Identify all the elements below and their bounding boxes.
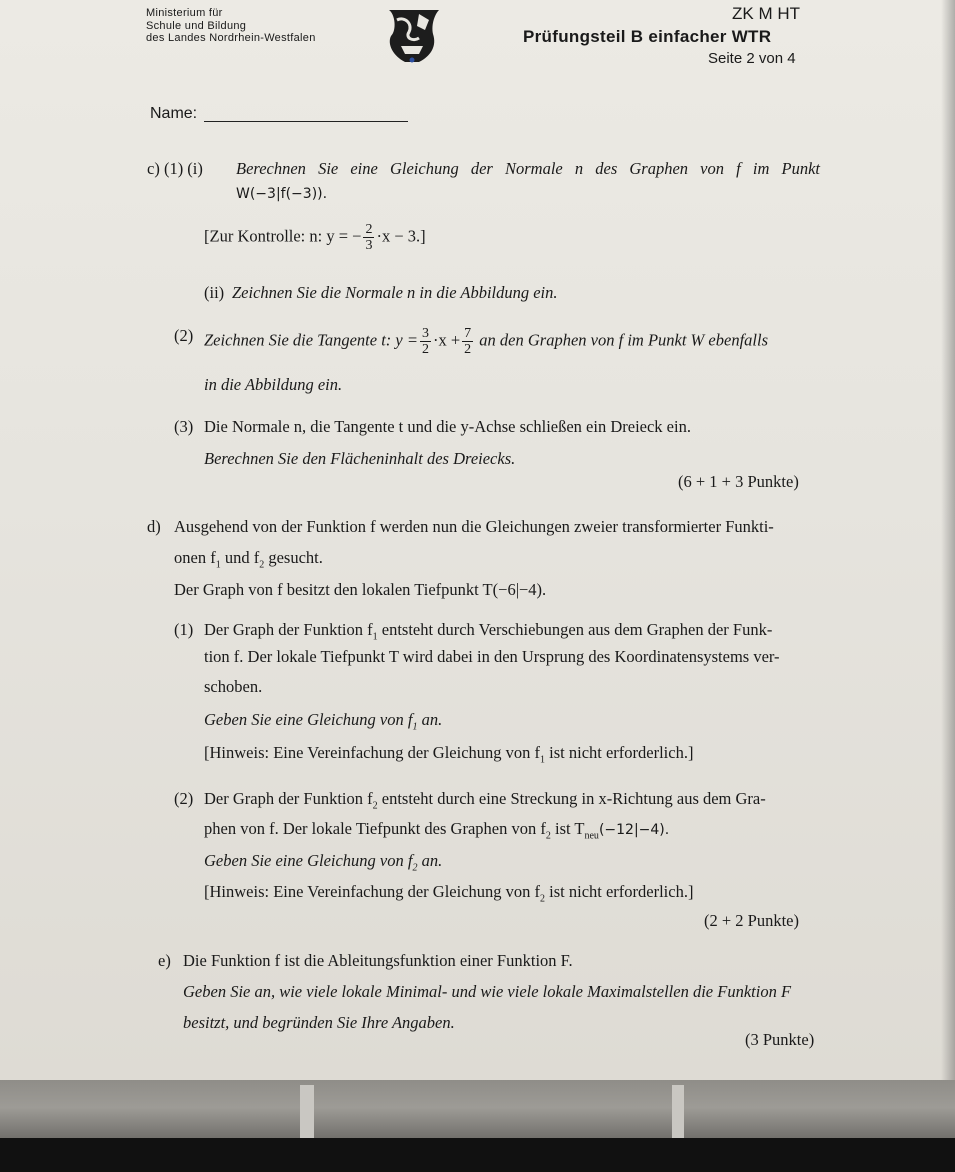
task-d-line2 (174, 548, 323, 570)
d1-task-b: an. (417, 710, 443, 729)
task-d-points: (2 + 2 Punkte) (704, 911, 800, 930)
d1-line1-a: Der Graph der Funktion f (204, 620, 373, 639)
d1-hint-a: [Hinweis: Eine Vereinfachung der Gleichung von f (204, 743, 541, 762)
task-e-points: (3 Punkte) (745, 1030, 815, 1049)
d1-task-a: Geben Sie eine Gleichung von f (204, 710, 413, 729)
nrw-coat-of-arms-icon (383, 6, 441, 64)
tangent-suffix: an den Graphen von f im Punkt W ebenfalls (479, 330, 768, 350)
task-d-line1: Ausgehend von der Funktion f werden nun die Gleichungen zweier transformierter Funkti- (174, 517, 774, 536)
name-label: Name: (150, 105, 198, 122)
d1-hint-b: ist nicht erforderlich.] (545, 743, 694, 762)
tangent-prefix: Zeichnen Sie die Tangente t: y = (204, 330, 418, 350)
ministry-line2: Schule und Bildung (146, 20, 247, 32)
task-d-1-line3: schoben. (204, 677, 263, 696)
task-d-line3: Der Graph von f besitzt den lokalen Tiefpunkt T(−6|−4). (174, 580, 547, 599)
exam-code: ZK M HT (732, 4, 800, 23)
d2-hint-sub: 2 (540, 893, 546, 905)
tangent-mid: ·x + (432, 330, 461, 350)
control-fraction (363, 222, 374, 253)
d2-line2-b: ist T (550, 819, 585, 838)
task-d-1-label: (1) (174, 620, 194, 639)
tangent-fraction2 (462, 326, 473, 357)
task-e-line3: besitzt, und begründen Sie Ihre Angaben. (183, 1013, 455, 1032)
tangent-num1: 3 (421, 326, 429, 341)
task-c-2-label: (2) (174, 326, 194, 345)
d2-hint-a: [Hinweis: Eine Vereinfachung der Gleichung von f (204, 882, 541, 901)
d-line2-b: und f (220, 548, 260, 567)
task-e-line2: Geben Sie an, wie viele lokale Minimal- und wie viele lokale Maximalstellen die Funktion F (183, 982, 792, 1001)
task-c-3-label: (3) (174, 417, 194, 436)
d2-line1-b: entsteht durch eine Streckung in x-Richtung aus dem Gra- (377, 789, 766, 808)
desk-dark-edge (0, 1138, 955, 1172)
d2-line2-sub: 2 (545, 830, 551, 842)
control-den: 3 (365, 238, 373, 253)
task-c-label: c) (1) (i) (147, 159, 203, 178)
ministry-line3: des Landes Nordrhein-Westfalen (146, 32, 316, 44)
d-line2-sub2: 2 (259, 559, 265, 571)
d-line2-sub1: 1 (215, 559, 221, 571)
task-c-ii-text: Zeichnen Sie die Normale n in die Abbildung ein. (232, 283, 558, 302)
task-d-2-task (204, 851, 442, 873)
d2-line2-c: (−12|−4). (598, 822, 670, 838)
tangent-fraction1 (420, 326, 431, 357)
control-num: 2 (365, 222, 373, 237)
task-c-3-line1: Die Normale n, die Tangente t und die y-Achse schließen ein Dreieck ein. (204, 417, 691, 436)
d2-line2-a: phen von f. Der lokale Tiefpunkt des Graphen von f (204, 819, 546, 838)
task-c-3-line2: Berechnen Sie den Flächeninhalt des Dreiecks. (204, 449, 516, 468)
page-edge-shadow (941, 0, 955, 1080)
task-c-2-line1 (204, 326, 768, 357)
d2-task-a: Geben Sie eine Gleichung von f (204, 851, 413, 870)
task-d-1-hint (204, 743, 693, 765)
task-c-control (204, 222, 426, 253)
task-d-2-line2 (204, 819, 669, 841)
tangent-den2: 2 (464, 342, 472, 357)
tangent-num2: 7 (464, 326, 472, 341)
task-c-text: Berechnen Sie eine Gleichung der Normale n des Graphen von f im Punkt (236, 159, 820, 178)
page-info: Seite 2 von 4 (708, 50, 796, 67)
ministry-line1: Ministerium für (146, 7, 223, 19)
d1-line1-b: entsteht durch Verschiebungen aus dem Graphen der Funk- (377, 620, 773, 639)
d2-line1-sub: 2 (372, 800, 378, 812)
desk-strip-left (300, 1085, 314, 1140)
d1-task-sub: 1 (412, 721, 418, 733)
tangent-den1: 2 (421, 342, 429, 357)
exam-part: Prüfungsteil B einfacher WTR (523, 27, 772, 46)
d2-hint-b: ist nicht erforderlich.] (545, 882, 694, 901)
task-d-2-line1 (204, 789, 766, 811)
task-d-1-line1 (204, 620, 772, 642)
task-d-label: d) (147, 517, 161, 536)
d1-hint-sub: 1 (540, 754, 546, 766)
d-line2-a: onen f (174, 548, 216, 567)
task-d-1-line2: tion f. Der lokale Tiefpunkt T wird dabei in den Ursprung des Koordinatensystems ver- (204, 647, 780, 666)
name-line (204, 121, 408, 122)
d-line2-c: gesucht. (264, 548, 323, 567)
d2-line1-a: Der Graph der Funktion f (204, 789, 373, 808)
task-e-line1: Die Funktion f ist die Ableitungsfunktion einer Funktion F. (183, 951, 573, 970)
d1-line1-sub: 1 (372, 631, 378, 643)
task-c-ii-label: (ii) (204, 283, 225, 302)
task-e-label: e) (158, 951, 171, 970)
d2-line2-tsub: neu (584, 830, 599, 842)
task-d-2-hint (204, 882, 693, 904)
task-d-2-label: (2) (174, 789, 194, 808)
task-c-point: W(−3|f(−3)). (236, 186, 328, 202)
d2-task-b: an. (417, 851, 443, 870)
d2-task-sub: 2 (412, 862, 418, 874)
task-c-points: (6 + 1 + 3 Punkte) (678, 472, 799, 491)
task-d-1-task (204, 710, 442, 732)
task-c-2-line2: in die Abbildung ein. (204, 375, 343, 394)
control-prefix: [Zur Kontrolle: n: y = − (204, 226, 362, 246)
desk-strip-right (672, 1085, 684, 1140)
control-suffix: ·x − 3.] (376, 226, 426, 246)
